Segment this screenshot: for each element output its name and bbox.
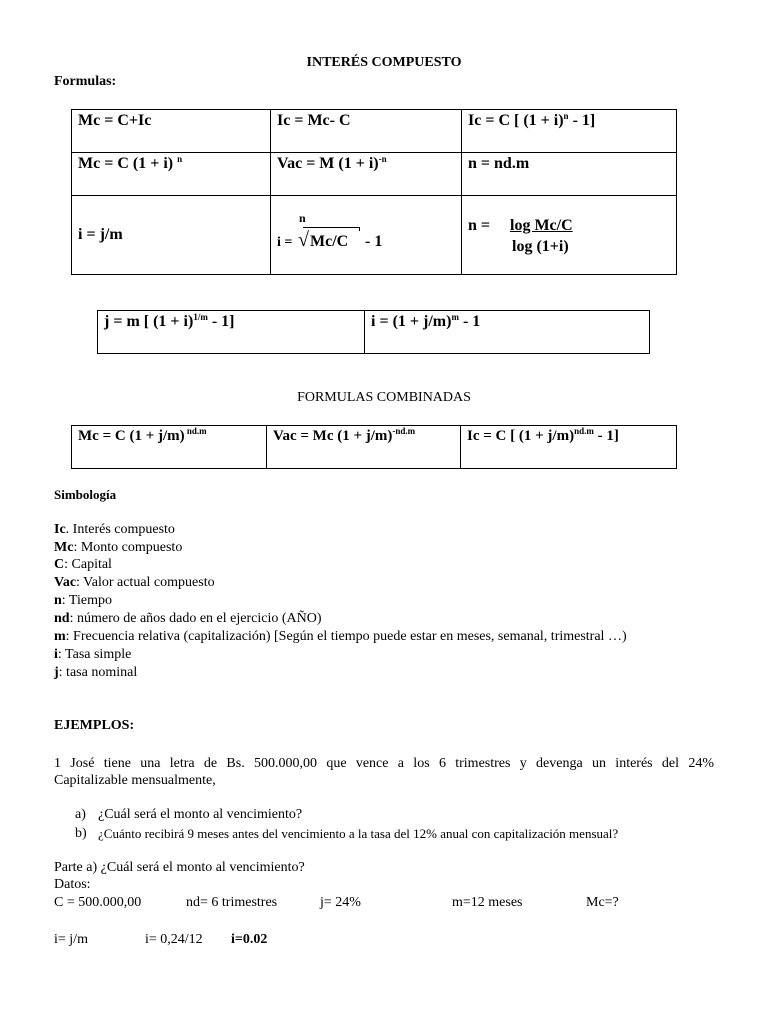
symbol-item: Ic. Interés compuesto xyxy=(54,522,175,537)
combined-formulas-table xyxy=(71,425,677,469)
question-a: ¿Cuál será el monto al vencimiento? xyxy=(98,807,303,822)
formula-vac: Vac = M $(1 + i)^{-n}$ xyxy=(271,153,462,196)
formula-vac-combined: Vac = Mc $(1 + j/m)^{-nd.m}$ xyxy=(267,426,461,469)
examples-title: EJEMPLOS: xyxy=(54,718,135,733)
data-capital: C = 500.000,00 xyxy=(54,895,142,910)
calc-i-substitution: i= 0,24/12 xyxy=(145,932,203,947)
formula-ic-combined: Ic = C [ $(1 + j/m)^{nd.m} - 1$] xyxy=(461,426,677,469)
document-title: INTERÉS COMPUESTO xyxy=(306,55,462,70)
calc-i-result: i=0.02 xyxy=(231,932,268,947)
formulas-label: Formulas: xyxy=(54,74,117,89)
question-a-marker: a) xyxy=(75,807,86,822)
calc-i-formula: i= j/m xyxy=(54,932,88,947)
data-mc: Mc=? xyxy=(586,895,619,910)
symbology-title: Simbología xyxy=(54,487,117,502)
formula-mc-combined: Mc = C (1 + j/m) $^{nd.m}$ xyxy=(72,426,267,469)
symbol-item: i: Tasa simple xyxy=(54,647,132,662)
formula-ic-diff: Ic = Mc- C xyxy=(271,110,462,153)
formula-mc-compound: Mc = C (1 + i) $^n$ xyxy=(72,153,271,196)
symbol-item: Vac: Valor actual compuesto xyxy=(54,575,215,590)
data-nd: nd= 6 trimestres xyxy=(186,895,278,910)
symbol-item: n: Tiempo xyxy=(54,593,112,608)
formula-ic-compound: Ic = C [ $(1 + i)^n - 1$] xyxy=(462,110,677,153)
formula-i: i = j/m xyxy=(72,196,271,275)
datos-label: Datos: xyxy=(54,877,91,892)
formula-j: j = m [ $(1 + i)^{1/m} - 1$] xyxy=(98,311,365,354)
question-b-marker: b) xyxy=(75,826,87,841)
combined-formulas-title: FORMULAS COMBINADAS xyxy=(297,390,471,405)
rate-conversion-table xyxy=(97,310,650,354)
question-b: ¿Cuánto recibirá 9 meses antes del vencimiento a la tasa del 12% anual con capitalización mensual? xyxy=(98,826,619,841)
data-m: m=12 meses xyxy=(452,895,523,910)
symbol-item: C: Capital xyxy=(54,557,112,572)
formulas-table xyxy=(71,109,677,275)
formula-i-from-j: $i = (1 + j/m)^m - 1$ xyxy=(365,311,650,354)
symbol-item: nd: número de años dado en el ejercicio (AÑO) xyxy=(54,611,322,626)
formula-mc-sum: Mc = C+Ic xyxy=(72,110,271,153)
data-j: j= 24% xyxy=(320,895,361,910)
symbol-item: j: tasa nominal xyxy=(54,665,138,680)
formula-n-log: n = log Mc/C log (1+i) xyxy=(462,196,677,275)
symbol-item: Mc: Monto compuesto xyxy=(54,540,183,555)
example-1-text: 1 José tiene una letra de Bs. 500.000,00 que vence a los 6 trimestres y devenga un interés del 24% Capitalizable mensualmente, xyxy=(54,756,714,788)
formula-n: n = nd.m xyxy=(462,153,677,196)
symbol-item: m: Frecuencia relativa (capitalización) [Según el tiempo puede estar en meses, semanal, trimestral …) xyxy=(54,629,627,644)
part-a-heading: Parte a) ¿Cuál será el monto al vencimiento? xyxy=(54,860,305,875)
formula-i-root: n i = √ Mc/C - 1 xyxy=(271,196,462,275)
